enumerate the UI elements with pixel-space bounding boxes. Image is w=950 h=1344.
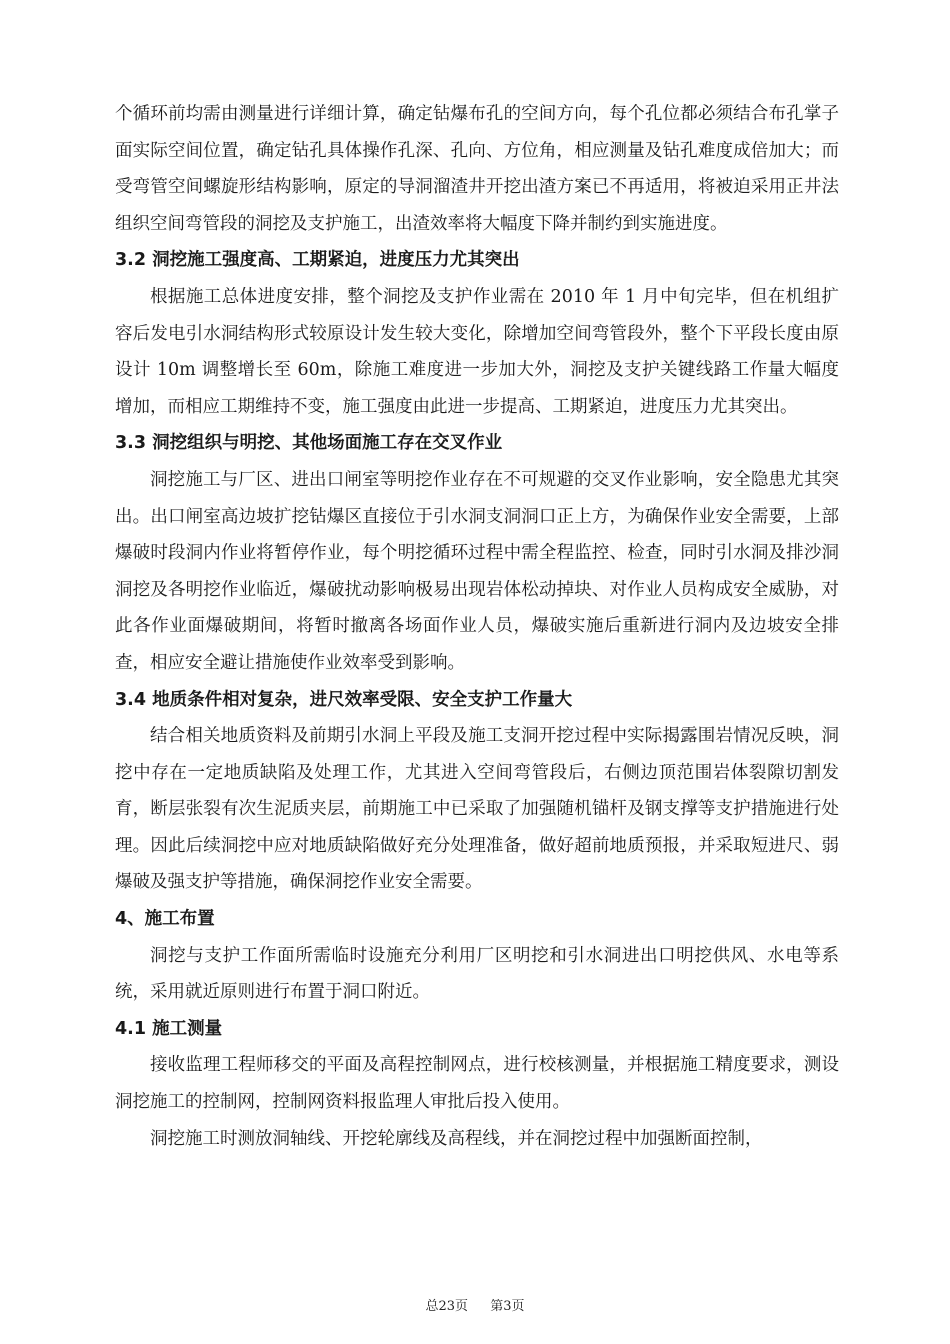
page-footer [0, 1295, 950, 1314]
paragraph-layout: 洞挖与支护工作面所需临时设施充分利用厂区明挖和引水洞进出口明挖供风、水电等系统，采用就近原则进行布置于洞口附近。 [115, 945, 839, 1003]
section-heading-3-4: 3.4 地质条件相对复杂，进尺效率受限、安全支护工作量大 [115, 689, 573, 710]
section-heading-4-1: 4.1 施工测量 [115, 1018, 223, 1039]
paragraph-survey-1: 接收监理工程师移交的平面及高程控制网点，进行校核测量，并根据施工精度要求，测设洞挖施工的控制网，控制网资料报监理人审批后投入使用。 [115, 1055, 839, 1113]
section-heading-3-3: 3.3 洞挖组织与明挖、其他场面施工存在交叉作业 [115, 433, 503, 454]
total-pages: 总23页 [425, 1299, 469, 1314]
paragraph-survey-2: 洞挖施工时测放洞轴线、开挖轮廓线及高程线，并在洞挖过程中加强断面控制， [150, 1128, 763, 1149]
paragraph-continuation: 个循环前均需由测量进行详细计算，确定钻爆布孔的空间方向，每个孔位都必须结合布孔掌子面实际空间位置，确定钻孔具体操作孔深、孔向、方位角，相应测量及钻孔难度成倍加大；而受弯管空间螺旋形结构影响，原定的导洞溜渣井开挖出渣方案已不再适用，将被迫采用正井法组织空间弯管段的洞挖及支护施工，出渣效率将大幅度下降并制约到实施进度。 [115, 104, 839, 234]
section-heading-4: 4、施工布置 [115, 909, 215, 930]
section-heading-3-2: 3.2 洞挖施工强度高、工期紧迫，进度压力尤其突出 [115, 250, 520, 271]
current-page: 第3页 [490, 1299, 525, 1314]
document-body [115, 96, 839, 1157]
paragraph-cross-work: 洞挖施工与厂区、进出口闸室等明挖作业存在不可规避的交叉作业影响，安全隐患尤其突出。出口闸室高边坡扩挖钻爆区直接位于引水洞支洞洞口正上方，为确保作业安全需要，上部爆破时段洞内作业将暂停作业，每个明挖循环过程中需全程监控、检查，同时引水洞及排沙洞洞挖及各明挖作业临近，爆破扰动影响极易出现岩体松动掉块、对作业人员构成安全威胁，对此各作业面爆破期间，将暂时撤离各场面作业人员，爆破实施后重新进行洞内及边坡安全排查，相应安全避让措施使作业效率受到影响。 [115, 469, 839, 673]
paragraph-geology: 结合相关地质资料及前期引水洞上平段及施工支洞开挖过程中实际揭露围岩情况反映，洞挖中存在一定地质缺陷及处理工作，尤其进入空间弯管段后，右侧边顶范围岩体裂隙切割发育，断层张裂有次生泥质夹层，前期施工中已采取了加强随机锚杆及钢支撑等支护措施进行处理。因此后续洞挖中应对地质缺陷做好充分处理准备，做好超前地质预报，并采取短进尺、弱爆破及强支护等措施，确保洞挖作业安全需要。 [115, 726, 839, 893]
paragraph-schedule: 根据施工总体进度安排，整个洞挖及支护作业需在 2010 年 1 月中旬完毕，但在机组扩容后发电引水洞结构形式较原设计发生较大变化，除增加空间弯管段外，整个下平段长度由原设计 10m 调整增长至 60m，除施工难度进一步加大外，洞挖及支护关键线路工作量大幅度增加，而相应工期维持不变，施工强度由此进一步提高、工期紧迫，进度压力尤其突出。 [115, 286, 839, 417]
